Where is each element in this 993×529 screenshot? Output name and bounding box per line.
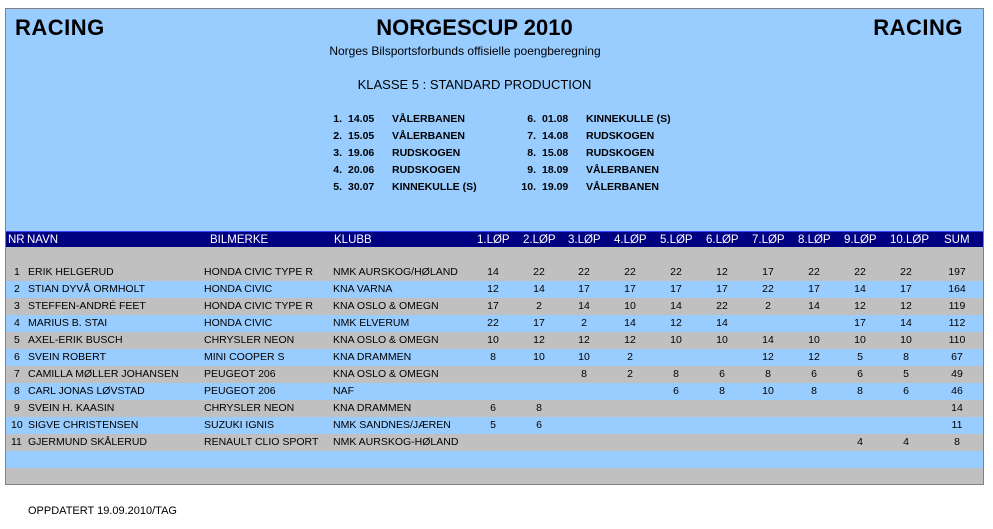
schedule-number: 1. bbox=[333, 113, 342, 125]
table-header bbox=[6, 231, 983, 248]
cell-car: PEUGEOT 206 bbox=[204, 368, 276, 380]
cell-race-points: 8 bbox=[581, 368, 587, 380]
class-heading: KLASSE 5 : STANDARD PRODUCTION bbox=[357, 77, 592, 92]
schedule-item bbox=[514, 179, 671, 196]
cell-club: KNA DRAMMEN bbox=[333, 402, 412, 414]
schedule-venue: KINNEKULLE (S) bbox=[586, 113, 671, 125]
column-header-race-3: 3.LØP bbox=[568, 234, 601, 246]
column-header-race-8: 8.LØP bbox=[798, 234, 831, 246]
cell-race-points: 6 bbox=[719, 368, 725, 380]
cell-race-points: 14 bbox=[670, 300, 682, 312]
cell-race-points: 6 bbox=[903, 385, 909, 397]
column-header-race-5: 5.LØP bbox=[660, 234, 693, 246]
cell-race-points: 4 bbox=[903, 436, 909, 448]
cell-race-points: 14 bbox=[762, 334, 774, 346]
cell-race-points: 8 bbox=[719, 385, 725, 397]
cell-race-points: 2 bbox=[765, 300, 771, 312]
cell-race-points: 12 bbox=[624, 334, 636, 346]
cell-name: GJERMUND SKÅLERUD bbox=[28, 436, 148, 448]
cell-race-points: 10 bbox=[900, 334, 912, 346]
cell-name: AXEL-ERIK BUSCH bbox=[28, 334, 123, 346]
cell-race-points: 12 bbox=[854, 300, 866, 312]
page-title: NORGESCUP 2010 bbox=[376, 15, 573, 40]
schedule-date: 19.06 bbox=[348, 147, 375, 159]
column-header-club: KLUBB bbox=[334, 234, 372, 246]
table-row bbox=[6, 315, 983, 332]
cell-sum: 14 bbox=[951, 402, 963, 414]
cell-race-points: 17 bbox=[900, 283, 912, 295]
schedule-item bbox=[514, 162, 671, 179]
racing-logo-right: RACING bbox=[873, 15, 963, 40]
schedule-number: 5. bbox=[333, 181, 342, 193]
cell-race-points: 12 bbox=[808, 351, 820, 363]
schedule-venue: KINNEKULLE (S) bbox=[392, 181, 477, 193]
cell-race-points: 5 bbox=[490, 419, 496, 431]
cell-name: SVEIN ROBERT bbox=[28, 351, 106, 363]
cell-race-points: 10 bbox=[533, 351, 545, 363]
cell-race-points: 5 bbox=[857, 351, 863, 363]
cell-club: NMK AURSKOG-HØLAND bbox=[333, 436, 459, 448]
cell-race-points: 17 bbox=[808, 283, 820, 295]
cell-race-points: 17 bbox=[716, 283, 728, 295]
cell-car: HONDA CIVIC TYPE R bbox=[204, 300, 313, 312]
cell-car: RENAULT CLIO SPORT bbox=[204, 436, 319, 448]
cell-race-points: 10 bbox=[624, 300, 636, 312]
cell-race-points: 22 bbox=[578, 266, 590, 278]
schedule-date: 14.05 bbox=[348, 113, 375, 125]
cell-race-points: 22 bbox=[854, 266, 866, 278]
cell-race-points: 17 bbox=[762, 266, 774, 278]
cell-race-points: 8 bbox=[857, 385, 863, 397]
cell-club: NAF bbox=[333, 385, 354, 397]
cell-car: SUZUKI IGNIS bbox=[204, 419, 275, 431]
schedule-venue: VÅLERBANEN bbox=[586, 181, 659, 193]
race-schedule-left bbox=[320, 111, 477, 196]
table-row bbox=[6, 400, 983, 417]
schedule-item bbox=[320, 111, 477, 128]
column-header-race-7: 7.LØP bbox=[752, 234, 785, 246]
cell-nr: 8 bbox=[14, 385, 20, 397]
cell-race-points: 10 bbox=[670, 334, 682, 346]
cell-nr: 5 bbox=[14, 334, 20, 346]
cell-race-points: 22 bbox=[487, 317, 499, 329]
cell-race-points: 14 bbox=[487, 266, 499, 278]
column-header-race-10: 10.LØP bbox=[890, 234, 929, 246]
table-row bbox=[6, 281, 983, 298]
cell-club: KNA DRAMMEN bbox=[333, 351, 412, 363]
cell-race-points: 17 bbox=[854, 317, 866, 329]
cell-race-points: 14 bbox=[808, 300, 820, 312]
cell-club: KNA OSLO & OMEGN bbox=[333, 334, 439, 346]
cell-race-points: 22 bbox=[624, 266, 636, 278]
schedule-venue: RUDSKOGEN bbox=[392, 164, 461, 176]
cell-race-points: 12 bbox=[670, 317, 682, 329]
schedule-venue: RUDSKOGEN bbox=[392, 147, 461, 159]
cell-club: KNA OSLO & OMEGN bbox=[333, 368, 439, 380]
cell-sum: 112 bbox=[948, 317, 966, 329]
schedule-number: 3. bbox=[333, 147, 342, 159]
schedule-date: 14.08 bbox=[542, 130, 569, 142]
schedule-date: 01.08 bbox=[542, 113, 569, 125]
cell-car: CHRYSLER NEON bbox=[204, 334, 295, 346]
cell-nr: 7 bbox=[14, 368, 20, 380]
table-row bbox=[6, 298, 983, 315]
schedule-item bbox=[514, 111, 671, 128]
cell-club: KNA VARNA bbox=[333, 283, 393, 295]
race-schedule-right bbox=[514, 111, 671, 196]
schedule-venue: VÅLERBANEN bbox=[586, 164, 659, 176]
schedule-item bbox=[514, 145, 671, 162]
cell-race-points: 17 bbox=[487, 300, 499, 312]
cell-name: SIGVE CHRISTENSEN bbox=[28, 419, 139, 431]
cell-race-points: 2 bbox=[581, 317, 587, 329]
cell-car: HONDA CIVIC bbox=[204, 317, 273, 329]
cell-race-points: 12 bbox=[578, 334, 590, 346]
cell-nr: 11 bbox=[11, 436, 22, 448]
cell-name: STIAN DYVÅ ORMHOLT bbox=[28, 283, 146, 295]
cell-sum: 49 bbox=[951, 368, 963, 380]
cell-race-points: 10 bbox=[854, 334, 866, 346]
cell-sum: 197 bbox=[948, 266, 966, 278]
schedule-date: 15.05 bbox=[348, 130, 375, 142]
standings-sheet bbox=[5, 8, 984, 485]
cell-race-points: 2 bbox=[627, 351, 633, 363]
schedule-number: 6. bbox=[527, 113, 536, 125]
cell-race-points: 17 bbox=[533, 317, 545, 329]
column-header-race-1: 1.LØP bbox=[477, 234, 510, 246]
cell-race-points: 8 bbox=[536, 402, 542, 414]
schedule-date: 30.07 bbox=[348, 181, 375, 193]
cell-race-points: 12 bbox=[900, 300, 912, 312]
schedule-venue: VÅLERBANEN bbox=[392, 113, 465, 125]
schedule-number: 7. bbox=[527, 130, 536, 142]
cell-race-points: 22 bbox=[670, 266, 682, 278]
cell-race-points: 10 bbox=[578, 351, 590, 363]
cell-race-points: 6 bbox=[490, 402, 496, 414]
cell-race-points: 17 bbox=[624, 283, 636, 295]
cell-race-points: 22 bbox=[900, 266, 912, 278]
cell-name: MARIUS B. STAI bbox=[28, 317, 108, 329]
column-header-car: BILMERKE bbox=[210, 234, 269, 246]
cell-race-points: 12 bbox=[762, 351, 774, 363]
schedule-venue: RUDSKOGEN bbox=[586, 147, 655, 159]
cell-race-points: 14 bbox=[900, 317, 912, 329]
cell-race-points: 14 bbox=[854, 283, 866, 295]
column-header-race-4: 4.LØP bbox=[614, 234, 647, 246]
cell-sum: 164 bbox=[948, 283, 966, 295]
cell-name: STEFFEN-ANDRÉ FEET bbox=[28, 300, 146, 312]
table-row bbox=[6, 264, 983, 281]
cell-race-points: 17 bbox=[670, 283, 682, 295]
table-row bbox=[6, 383, 983, 400]
cell-sum: 67 bbox=[951, 351, 963, 363]
cell-name: CAMILLA MØLLER JOHANSEN bbox=[28, 368, 179, 380]
cell-race-points: 22 bbox=[762, 283, 774, 295]
table-row bbox=[6, 434, 983, 451]
spacer-row bbox=[6, 247, 983, 264]
schedule-number: 10. bbox=[521, 181, 536, 193]
cell-race-points: 22 bbox=[533, 266, 545, 278]
schedule-number: 8. bbox=[527, 147, 536, 159]
schedule-item bbox=[320, 179, 477, 196]
cell-race-points: 8 bbox=[673, 368, 679, 380]
cell-name: SVEIN H. KAASIN bbox=[28, 402, 115, 414]
table-row bbox=[6, 349, 983, 366]
page-subtitle: Norges Bilsportsforbunds offisielle poengberegning bbox=[329, 44, 601, 58]
cell-race-points: 12 bbox=[487, 283, 499, 295]
cell-race-points: 8 bbox=[811, 385, 817, 397]
cell-race-points: 2 bbox=[627, 368, 633, 380]
schedule-date: 19.09 bbox=[542, 181, 569, 193]
racing-logo-left: RACING bbox=[15, 15, 105, 40]
cell-race-points: 14 bbox=[716, 317, 728, 329]
schedule-number: 9. bbox=[527, 164, 536, 176]
cell-car: HONDA CIVIC TYPE R bbox=[204, 266, 313, 278]
cell-name: CARL JONAS LØVSTAD bbox=[28, 385, 145, 397]
cell-club: NMK SANDNES/JÆREN bbox=[333, 419, 451, 431]
cell-sum: 119 bbox=[948, 300, 966, 312]
schedule-item bbox=[320, 145, 477, 162]
cell-race-points: 8 bbox=[490, 351, 496, 363]
cell-race-points: 22 bbox=[808, 266, 820, 278]
cell-race-points: 6 bbox=[811, 368, 817, 380]
cell-race-points: 10 bbox=[487, 334, 499, 346]
cell-sum: 46 bbox=[951, 385, 963, 397]
table-row bbox=[6, 332, 983, 349]
schedule-item bbox=[320, 162, 477, 179]
cell-race-points: 6 bbox=[857, 368, 863, 380]
cell-car: CHRYSLER NEON bbox=[204, 402, 295, 414]
standings-table-body bbox=[6, 264, 983, 451]
cell-race-points: 17 bbox=[578, 283, 590, 295]
cell-race-points: 12 bbox=[533, 334, 545, 346]
cell-race-points: 2 bbox=[536, 300, 542, 312]
cell-nr: 2 bbox=[14, 283, 20, 295]
cell-race-points: 6 bbox=[673, 385, 679, 397]
cell-club: KNA OSLO & OMEGN bbox=[333, 300, 439, 312]
column-header-sum: SUM bbox=[944, 234, 970, 246]
cell-race-points: 8 bbox=[903, 351, 909, 363]
cell-nr: 10 bbox=[11, 419, 23, 431]
cell-race-points: 10 bbox=[716, 334, 728, 346]
spacer-row bbox=[6, 451, 983, 468]
cell-car: PEUGEOT 206 bbox=[204, 385, 276, 397]
column-header-nr: NR bbox=[8, 234, 25, 246]
cell-race-points: 22 bbox=[716, 300, 728, 312]
schedule-number: 4. bbox=[333, 164, 342, 176]
cell-race-points: 14 bbox=[624, 317, 636, 329]
schedule-item bbox=[320, 128, 477, 145]
cell-race-points: 12 bbox=[716, 266, 728, 278]
cell-nr: 3 bbox=[14, 300, 20, 312]
column-header-name: NAVN bbox=[27, 234, 59, 246]
cell-club: NMK AURSKOG/HØLAND bbox=[333, 266, 458, 278]
schedule-date: 20.06 bbox=[348, 164, 375, 176]
cell-race-points: 8 bbox=[765, 368, 771, 380]
cell-sum: 8 bbox=[954, 436, 960, 448]
cell-nr: 1 bbox=[14, 266, 20, 278]
cell-club: NMK ELVERUM bbox=[333, 317, 410, 329]
cell-nr: 6 bbox=[14, 351, 20, 363]
cell-nr: 9 bbox=[14, 402, 20, 414]
table-row bbox=[6, 366, 983, 383]
column-header-race-9: 9.LØP bbox=[844, 234, 877, 246]
cell-race-points: 14 bbox=[578, 300, 590, 312]
cell-race-points: 6 bbox=[536, 419, 542, 431]
column-header-race-6: 6.LØP bbox=[706, 234, 739, 246]
cell-race-points: 5 bbox=[903, 368, 909, 380]
schedule-item bbox=[514, 128, 671, 145]
cell-race-points: 14 bbox=[533, 283, 545, 295]
cell-nr: 4 bbox=[14, 317, 20, 329]
cell-sum: 11 bbox=[951, 419, 963, 431]
schedule-date: 18.09 bbox=[542, 164, 569, 176]
cell-race-points: 4 bbox=[857, 436, 863, 448]
schedule-date: 15.08 bbox=[542, 147, 569, 159]
cell-car: HONDA CIVIC bbox=[204, 283, 273, 295]
column-header-race-2: 2.LØP bbox=[523, 234, 556, 246]
cell-race-points: 10 bbox=[808, 334, 820, 346]
cell-race-points: 10 bbox=[762, 385, 774, 397]
schedule-venue: RUDSKOGEN bbox=[586, 130, 655, 142]
table-row bbox=[6, 417, 983, 434]
updated-note: OPPDATERT 19.09.2010/TAG bbox=[28, 505, 177, 517]
spacer-row bbox=[6, 468, 983, 484]
cell-name: ERIK HELGERUD bbox=[28, 266, 114, 278]
schedule-venue: VÅLERBANEN bbox=[392, 130, 465, 142]
schedule-number: 2. bbox=[333, 130, 342, 142]
cell-sum: 110 bbox=[948, 334, 966, 346]
cell-car: MINI COOPER S bbox=[204, 351, 285, 363]
